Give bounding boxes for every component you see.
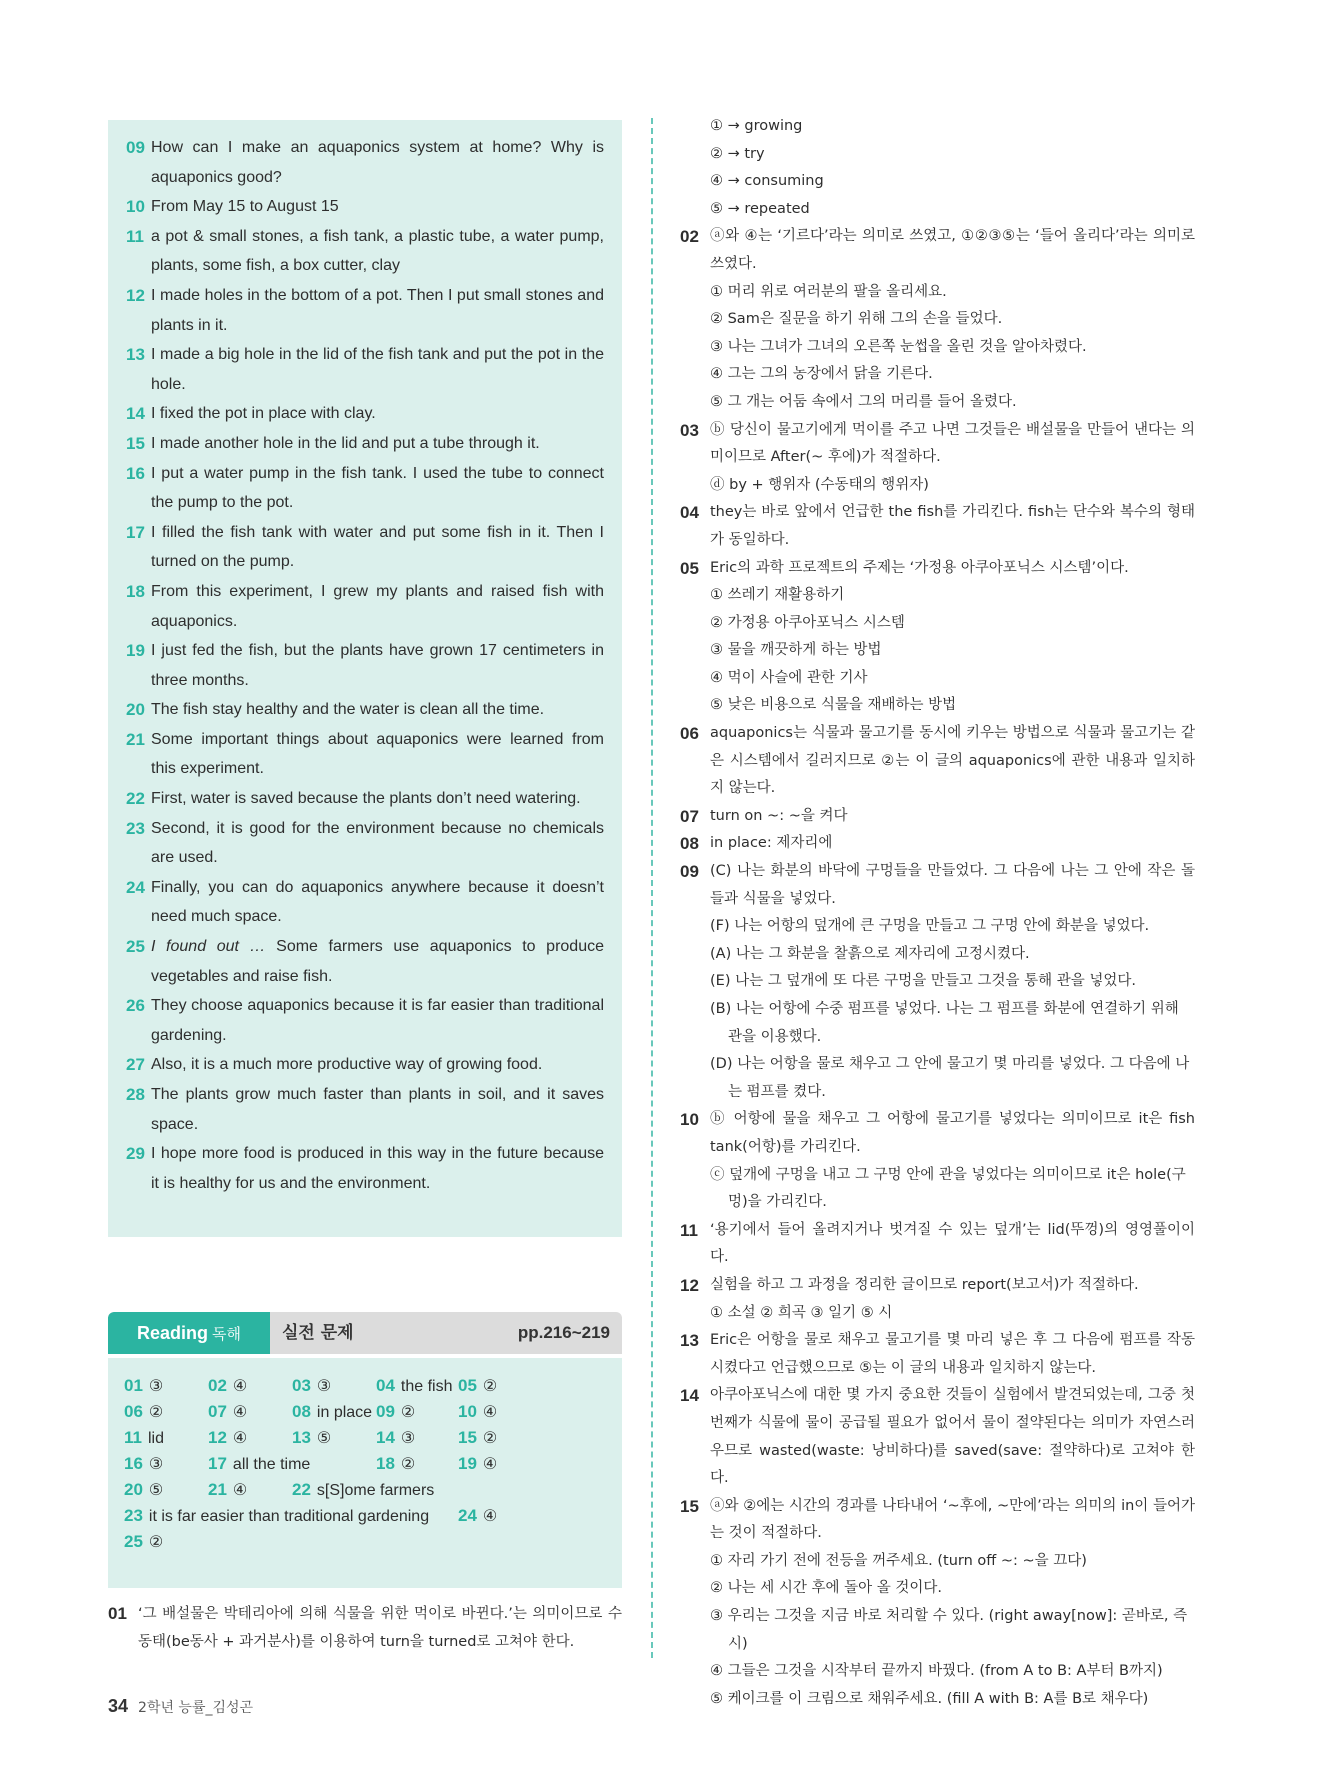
answer-number: 05 (458, 1376, 477, 1395)
answer-value: ③ (400, 1430, 416, 1447)
answer-cell (208, 1426, 247, 1451)
answer-value: ⑤ (316, 1430, 332, 1447)
answer-value: ② (400, 1404, 416, 1421)
answer-grid (108, 1358, 622, 1588)
answer-cell (208, 1452, 310, 1477)
item-number: 08 (680, 834, 699, 854)
item-text: 실험을 하고 그 과정을 정리한 글이므로 report(보고서)가 적절하다. (710, 1276, 1139, 1293)
answer-cell (458, 1426, 497, 1451)
reading-tag-main: Reading (137, 1323, 209, 1343)
item-text: they는 바로 앞에서 언급한 the fish를 가리킨다. fish는 단수와 복수의 형태가 동일하다. (710, 504, 1195, 548)
item-number: 10 (680, 1110, 699, 1130)
answer-item (126, 192, 604, 222)
item-number: 21 (126, 729, 145, 749)
section-title: 실전 문제 (282, 1323, 354, 1343)
item-text: I put a water pump in the fish tank. I used the tube to connect the pump to the pot. (151, 464, 604, 512)
item-number: 18 (126, 581, 145, 601)
answer-value: lid (147, 1430, 164, 1447)
answer-value: in place (316, 1404, 373, 1421)
item-number: 14 (680, 1386, 699, 1406)
page-footer (108, 1696, 253, 1717)
sub-item: ⑤ 낮은 비용으로 식물을 재배하는 방법 (710, 697, 957, 714)
item-number: 22 (126, 789, 145, 809)
answer-value: ⑤ (148, 1482, 164, 1499)
item-text: The plants grow much faster than plants in soil, and it saves space. (151, 1086, 604, 1133)
explanation-item (680, 1106, 1195, 1161)
answer-item (126, 1139, 604, 1198)
answer-cell (458, 1452, 497, 1477)
item-text: Finally, you can do aquaponics anywhere because it doesn’t need much space. (151, 878, 604, 926)
answer-item (126, 695, 604, 725)
item-number: 07 (680, 806, 699, 826)
item-number: 14 (126, 404, 145, 424)
sub-item: ⑤ 케이크를 이 크림으로 채워주세요. (fill A with B: A를 B로 채우다) (710, 1690, 1149, 1707)
answer-value: ③ (148, 1378, 164, 1395)
item-text: From this experiment, I grew my plants and raised fish with aquaponics. (151, 582, 604, 630)
sub-item: (E) 나는 그 덮개에 또 다른 구멍을 만들고 그것을 통해 관을 넣었다. (710, 973, 1136, 990)
answer-value: s[S]ome farmers (316, 1482, 435, 1499)
answer-value: ④ (232, 1378, 248, 1395)
sub-item: ② → try (710, 145, 765, 162)
sub-item: ③ 우리는 그것을 지금 바로 처리할 수 있다. (right away[now]: 곧바로, 즉시) (710, 1608, 1188, 1652)
answer-value: ② (148, 1534, 164, 1551)
answer-number: 23 (124, 1506, 143, 1525)
item-text: Second, it is good for the environment because no chemicals are used. (151, 819, 604, 867)
item-text: I made another hole in the lid and put a tube through it. (151, 434, 540, 452)
explanation-column (680, 113, 1195, 1713)
answer-item (126, 725, 604, 784)
answer-cell (458, 1374, 497, 1399)
answer-cell (458, 1504, 497, 1529)
answer-number: 22 (292, 1480, 311, 1499)
item-number: 25 (126, 937, 145, 957)
item-text: in place: 제자리에 (710, 835, 833, 852)
item-number: 11 (126, 226, 144, 246)
answer-value: the fish (400, 1378, 453, 1395)
answer-cell (376, 1452, 415, 1477)
answer-item (126, 399, 604, 429)
explanation-item (680, 1327, 1195, 1382)
answer-cell (376, 1374, 453, 1399)
answer-number: 10 (458, 1402, 477, 1421)
answer-number: 02 (208, 1376, 227, 1395)
explanation-item (680, 1382, 1195, 1492)
item-number: 13 (126, 345, 145, 365)
sub-item: ⓒ 덮개에 구멍을 내고 그 구멍 안에 관을 넣었다는 의미이므로 it은 hole(구멍)을 가리킨다. (710, 1166, 1186, 1211)
item-number: 15 (126, 433, 145, 453)
explanation-item (680, 1217, 1195, 1272)
answer-cell (208, 1374, 247, 1399)
answer-cell (124, 1452, 163, 1477)
item-number: 12 (126, 285, 145, 305)
explanation-item (108, 1600, 622, 1656)
answer-value: ② (400, 1456, 416, 1473)
answer-value: ④ (232, 1404, 248, 1421)
sub-item: ④ → consuming (710, 173, 824, 190)
sub-item: ② Sam은 질문을 하기 위해 그의 손을 들었다. (710, 311, 1003, 328)
item-text: aquaponics는 식물과 물고기를 동시에 키우는 방법으로 식물과 물고기는 같은 시스템에서 길러지므로 ②는 이 글의 aquaponics에 관한 내용과 일치하지 않는다. (710, 725, 1195, 797)
item-number: 26 (126, 996, 145, 1016)
item-text: I hope more food is produced in this way in the future because it is healthy for us and the environment. (151, 1145, 604, 1192)
answer-number: 07 (208, 1402, 227, 1421)
item-number: 06 (680, 724, 699, 744)
sub-item: ④ 그는 그의 농장에서 닭을 기른다. (710, 366, 933, 383)
answer-cell (124, 1504, 429, 1529)
answer-cell (292, 1478, 434, 1503)
answer-number: 04 (376, 1376, 395, 1395)
answer-value: ② (482, 1430, 498, 1447)
answer-number: 21 (208, 1480, 227, 1499)
item-text: First, water is saved because the plants don’t need watering. (151, 790, 581, 808)
item-number: 03 (680, 420, 699, 440)
answer-cell (124, 1530, 163, 1555)
answer-value: ② (482, 1378, 498, 1395)
answer-item (126, 429, 604, 459)
item-text: 아쿠아포닉스에 대한 몇 가지 중요한 것들이 실험에서 발견되었는데, 그중 첫 번째가 식물에 물이 공급될 필요가 없어서 물이 절약된다는 의미가 자연스러우므로 wasted(waste: 낭비하다)를 saved(save: 절약하다)로 고쳐야 한다. (710, 1387, 1195, 1487)
answer-number: 11 (124, 1428, 142, 1447)
answer-item (126, 784, 604, 814)
answer-value: ④ (232, 1482, 248, 1499)
item-text: a pot & small stones, a fish tank, a plastic tube, a water pump, plants, some fish, a box cutter, clay (151, 227, 604, 275)
answer-value: ④ (232, 1430, 248, 1447)
sub-item: ① 자리 가기 전에 전등을 꺼주세요. (turn off ~: ~을 끄다) (710, 1552, 1087, 1569)
answer-item (126, 459, 604, 518)
sub-item: ⑤ 그 개는 어둠 속에서 그의 머리를 들어 올렸다. (710, 393, 1017, 410)
item-text: Also, it is a much more productive way of growing food. (151, 1056, 543, 1074)
item-text: (C) 나는 화분의 바닥에 구멍들을 만들었다. 그 다음에 나는 그 안에 작은 돌들과 식물을 넣었다. (710, 863, 1195, 907)
item-text: ‘그 배설물은 박테리아에 의해 식물을 위한 먹이로 바뀐다.’는 의미이므로 수동태(be동사 + 과거분사)를 이용하여 turn을 turned로 고쳐야 한다. (138, 1606, 622, 1650)
item-text: ‘용기에서 들어 올려지거나 벗겨질 수 있는 덮개’는 lid(뚜껑)의 영영풀이이다. (710, 1221, 1195, 1266)
answer-cell (292, 1400, 372, 1425)
answer-value: ③ (148, 1456, 164, 1473)
sub-item: ⓓ by + 행위자 (수동태의 행위자) (710, 476, 929, 493)
item-number: 01 (108, 1604, 127, 1623)
page-range: pp.216~219 (517, 1323, 610, 1342)
item-text: I filled the fish tank with water and put some fish in it. Then I turned on the pump. (151, 523, 604, 571)
answer-value: ④ (482, 1456, 498, 1473)
item-number: 13 (680, 1331, 699, 1351)
item-number: 05 (680, 558, 699, 578)
sub-item: ① 소설 ② 희곡 ③ 일기 ⑤ 시 (710, 1304, 893, 1321)
answer-number: 01 (124, 1376, 143, 1395)
answer-number: 18 (376, 1454, 395, 1473)
sub-item: ④ 먹이 사슬에 관한 기사 (710, 669, 868, 686)
answer-value: ④ (482, 1404, 498, 1421)
item-number: 29 (126, 1144, 145, 1164)
explanation-item (680, 1272, 1195, 1300)
answer-item (126, 1080, 604, 1139)
item-text: turn on ~: ~을 켜다 (710, 807, 848, 824)
item-text: ⓐ와 ②에는 시간의 경과를 나타내어 ‘~후에, ~만에’라는 의미의 in이 들어가는 것이 적절하다. (710, 1497, 1195, 1542)
answer-number: 03 (292, 1376, 311, 1395)
sub-item: ② 나는 세 시간 후에 돌아 올 것이다. (710, 1580, 942, 1597)
item-number: 28 (126, 1085, 145, 1104)
answer-item (126, 518, 604, 577)
explanation-item (680, 803, 1195, 831)
item-text: Some important things about aquaponics were learned from this experiment. (151, 730, 604, 778)
item-text: Eric은 어항을 물로 채우고 물고기를 몇 마리 넣은 후 그 다음에 펌프를 작동시켰다고 언급했으므로 ⑤는 이 글의 내용과 일치하지 않는다. (710, 1332, 1195, 1376)
item-text: ⓑ 어항에 물을 채우고 그 어항에 물고기를 넣었다는 의미이므로 it은 fish tank(어항)를 가리킨다. (710, 1111, 1195, 1155)
item-text: I fixed the pot in place with clay. (151, 405, 376, 423)
explanation-item (680, 223, 1195, 278)
answer-cell (376, 1426, 415, 1451)
item-number: 19 (126, 641, 145, 661)
answer-number: 09 (376, 1402, 395, 1421)
answer-item (126, 577, 604, 636)
item-text: The fish stay healthy and the water is clean all the time. (151, 701, 545, 719)
answer-item (126, 133, 604, 192)
answer-item (126, 340, 604, 399)
answer-value: all the time (232, 1456, 311, 1473)
reading-tag-sub: 독해 (212, 1326, 241, 1343)
answer-cell (208, 1400, 247, 1425)
item-number: 24 (126, 877, 145, 897)
column-divider (651, 118, 653, 1658)
answer-item (126, 991, 604, 1050)
item-number: 12 (680, 1275, 699, 1295)
answer-number: 13 (292, 1428, 311, 1447)
answer-item (126, 932, 604, 991)
answer-number: 06 (124, 1402, 143, 1421)
sub-item: ② 가정용 아쿠아포닉스 시스템 (710, 614, 905, 631)
explanation-item (680, 830, 1195, 858)
sub-item: ① 쓰레기 재활용하기 (710, 587, 845, 604)
explanation-item (680, 1493, 1195, 1548)
item-text: They choose aquaponics because it is far easier than traditional gardening. (151, 997, 604, 1044)
answer-cell (292, 1426, 331, 1451)
explanation-item (680, 858, 1195, 913)
page-number: 34 (108, 1696, 129, 1716)
explanation-item (680, 555, 1195, 583)
item-number: 11 (680, 1220, 698, 1240)
item-number: 15 (680, 1496, 699, 1516)
answer-cell (124, 1374, 163, 1399)
item-text: How can I make an aquaponics system at home? Why is aquaponics good? (151, 139, 604, 186)
sub-item: ③ 나는 그녀가 그녀의 오른쪽 눈썹을 올린 것을 알아차렸다. (710, 338, 1087, 355)
answer-number: 16 (124, 1454, 143, 1473)
answer-number: 17 (208, 1454, 227, 1473)
answer-key-panel (108, 120, 622, 1237)
sub-item: ① 머리 위로 여러분의 팔을 올리세요. (710, 283, 947, 300)
answer-value: ④ (482, 1508, 498, 1525)
answer-cell (124, 1478, 163, 1503)
answer-number: 24 (458, 1506, 477, 1525)
answer-value: ② (148, 1404, 164, 1421)
answer-number: 20 (124, 1480, 143, 1499)
item-number: 10 (126, 197, 145, 217)
answer-cell (208, 1478, 247, 1503)
item-text: I made holes in the bottom of a pot. Then I put small stones and plants in it. (151, 286, 604, 334)
item-text: From May 15 to August 15 (151, 198, 339, 216)
sub-item: (F) 나는 어항의 덮개에 큰 구멍을 만들고 그 구멍 안에 화분을 넣었다. (710, 918, 1150, 935)
answer-cell (458, 1400, 497, 1425)
item-text: ⓑ 당신이 물고기에게 먹이를 주고 나면 그것들은 배설물을 만들어 낸다는 의미이므로 After(~ 후에)가 적절하다. (710, 421, 1195, 466)
answer-item (126, 222, 604, 281)
item-text: I just fed the fish, but the plants have grown 17 centimeters in three months. (151, 642, 604, 689)
explanation-item (680, 499, 1195, 554)
answer-item (126, 636, 604, 695)
explanation-item (680, 720, 1195, 803)
answer-number: 25 (124, 1532, 143, 1551)
answer-number: 14 (376, 1428, 395, 1447)
item-text: I made a big hole in the lid of the fish tank and put the pot in the hole. (151, 346, 604, 393)
answer-cell (124, 1426, 164, 1451)
answer-number: 19 (458, 1454, 477, 1473)
sub-item: ③ 물을 깨끗하게 하는 방법 (710, 642, 882, 659)
sub-item: (D) 나는 어항을 물로 채우고 그 안에 물고기 몇 마리를 넣었다. 그 다음에 나는 펌프를 켰다. (710, 1056, 1190, 1100)
answer-item (126, 281, 604, 340)
answer-value: ③ (316, 1378, 332, 1395)
footer-text: 2학년 능률_김성곤 (138, 1700, 254, 1716)
item-number: 23 (126, 818, 145, 838)
item-number: 02 (680, 227, 699, 247)
item-text-italic: I found out … (151, 938, 266, 956)
item-number: 09 (680, 862, 699, 882)
answer-cell (292, 1374, 331, 1399)
reading-tag (108, 1312, 270, 1354)
answer-item (126, 873, 604, 932)
item-number: 17 (126, 522, 145, 542)
sub-item: ⑤ → repeated (710, 200, 810, 217)
item-number: 27 (126, 1055, 145, 1075)
answer-cell (376, 1400, 415, 1425)
answer-item (126, 1050, 604, 1080)
reading-section-header (108, 1312, 622, 1354)
explanation-item (680, 417, 1195, 472)
sub-item: (B) 나는 어항에 수중 펌프를 넣었다. 나는 그 펌프를 화분에 연결하기 위해 관을 이용했다. (710, 1001, 1179, 1045)
sub-item: ④ 그들은 그것을 시작부터 끝까지 바꿨다. (from A to B: A부터 B까지) (710, 1663, 1163, 1680)
explanation-note (108, 1600, 622, 1656)
item-text: Eric의 과학 프로젝트의 주제는 ‘가정용 아쿠아포닉스 시스템’이다. (710, 559, 1129, 576)
answer-item (126, 814, 604, 873)
answer-value: it is far easier than traditional gardening (148, 1508, 430, 1525)
answer-number: 15 (458, 1428, 477, 1447)
answer-number: 12 (208, 1428, 227, 1447)
item-number: 20 (126, 700, 145, 720)
answer-cell (124, 1400, 163, 1425)
item-text: ⓐ와 ④는 ‘기르다’라는 의미로 쓰였고, ①②③⑤는 ‘들어 올리다’라는 의미로 쓰였다. (710, 228, 1195, 272)
answer-number: 08 (292, 1402, 311, 1421)
sub-item: ① → growing (710, 118, 803, 134)
sub-item: (A) 나는 그 화분을 찰흙으로 제자리에 고정시켰다. (710, 945, 1030, 962)
item-number: 16 (126, 463, 145, 483)
item-text: Some farmers use aquaponics to produce vegetables and raise fish. (151, 938, 605, 985)
item-number: 04 (680, 503, 699, 523)
item-number: 09 (126, 138, 145, 157)
